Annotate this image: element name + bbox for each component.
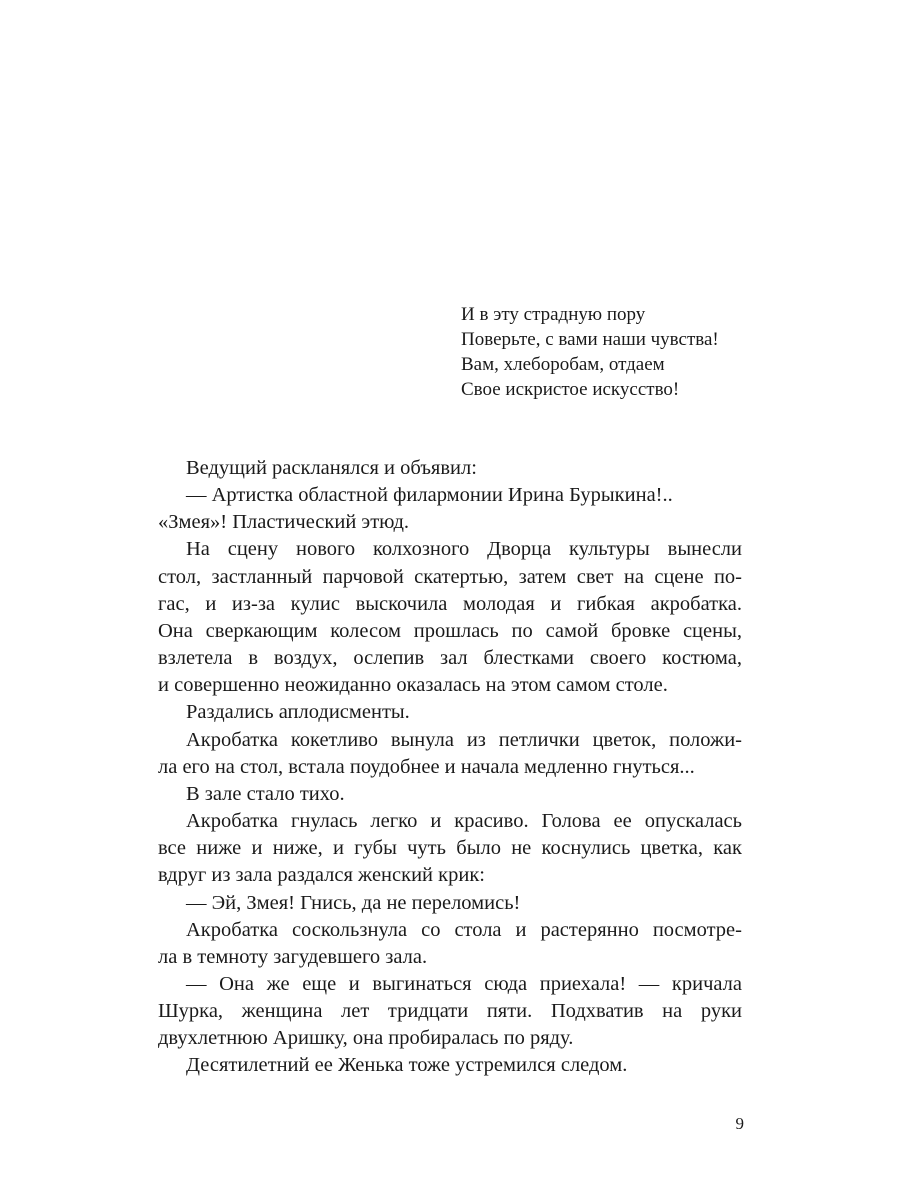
- text-line: Ведущий раскланялся и объявил:: [186, 457, 477, 479]
- text-line: — Артистка областной филармонии Ирина Бурыкина!..: [186, 484, 673, 507]
- text-line: двухлетнюю Аришку, она пробиралась по ряду.: [158, 1027, 574, 1050]
- text-line: — Эй, Змея! Гнись, да не переломись!: [186, 891, 521, 914]
- poem-line: И в эту страдную пору: [461, 304, 646, 325]
- poem-line: Поверьте, с вами наши чувства!: [461, 329, 719, 350]
- text-line: ла в темноту загудевшего зала.: [158, 945, 428, 968]
- poem-line: Вам, хлеборобам, отдаем: [461, 354, 665, 375]
- text-line: гас, и из-за кулис выскочила молодая и гибкая акробатка.: [158, 592, 742, 615]
- text-line: Десятилетний ее Женька тоже устремился следом.: [186, 1054, 628, 1077]
- text-line: Акробатка соскользнула со стола и растерянно посмотре-: [186, 918, 742, 941]
- text-line: Она сверкающим колесом прошлась по самой бровке сцены,: [158, 619, 742, 642]
- text-line: Раздались аплодисменты.: [186, 701, 410, 724]
- text-line: На сцену нового колхозного Дворца культуры вынесли: [186, 538, 742, 561]
- text-line: «Змея»! Пластический этюд.: [158, 511, 410, 534]
- text-line: — Она же еще и выгинаться сюда приехала! — кричала: [186, 972, 742, 995]
- poem-line: Свое искристое искусство!: [461, 379, 680, 400]
- prose-body: [158, 455, 742, 1080]
- text-line: Акробатка кокетливо вынула из петлички цветок, положи-: [186, 728, 742, 751]
- page-number: 9: [735, 1114, 744, 1133]
- text-line: Шурка, женщина лет тридцати пяти. Подхватив на руки: [158, 1000, 742, 1023]
- epigraph-poem: [461, 302, 801, 402]
- text-line: вдруг из зала раздался женский крик:: [158, 864, 485, 887]
- text-line: В зале стало тихо.: [186, 782, 345, 805]
- text-line: Акробатка гнулась легко и красиво. Голова ее опускалась: [186, 810, 742, 833]
- text-line: стол, застланный парчовой скатертью, затем свет на сцене по-: [158, 565, 742, 588]
- text-line: ла его на стол, встала поудобнее и начала медленно гнуться...: [158, 755, 695, 778]
- text-line: и совершенно неожиданно оказалась на этом самом столе.: [158, 674, 668, 697]
- text-line: взлетела в воздух, ослепив зал блестками своего костюма,: [158, 647, 742, 670]
- text-line: все ниже и ниже, и губы чуть было не коснулись цветка, как: [158, 837, 742, 860]
